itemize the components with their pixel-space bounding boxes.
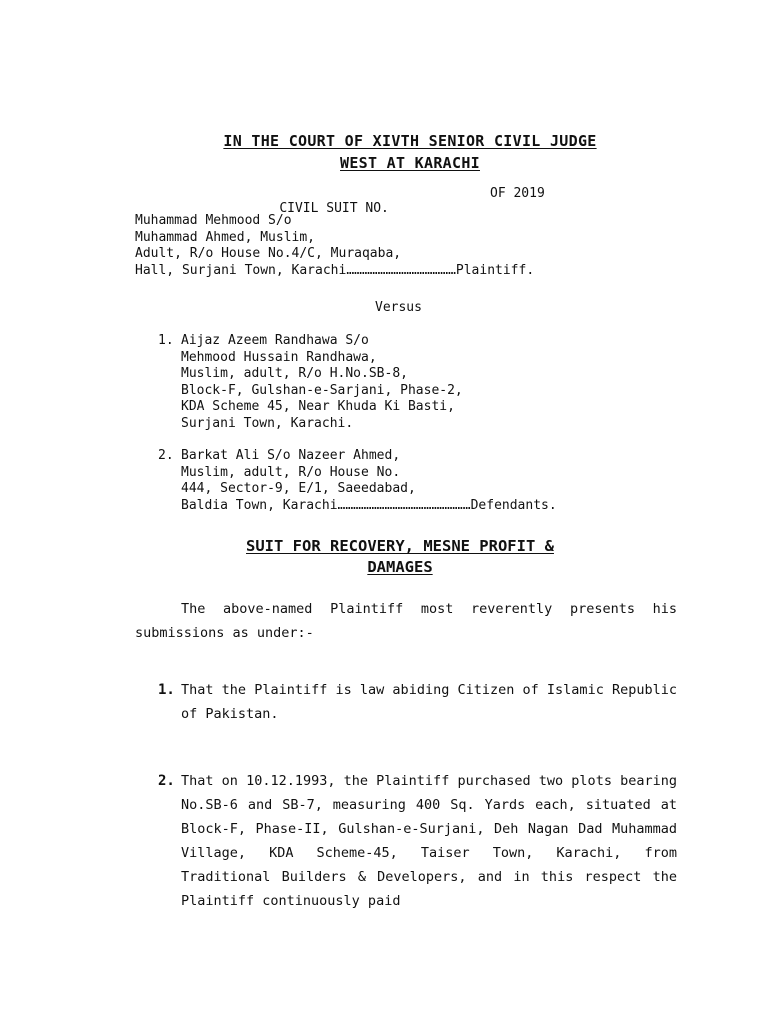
civil-suit-label: CIVIL SUIT NO.: [279, 201, 389, 216]
court-heading: [120, 130, 700, 174]
suit-title-line1: SUIT FOR RECOVERY, MESNE PROFIT &: [246, 537, 554, 555]
defendant-2-number: 2.: [158, 448, 174, 463]
court-heading-line1: IN THE COURT OF XIVTH SENIOR CIVIL JUDGE: [223, 132, 597, 150]
paragraph-1-text: That the Plaintiff is law abiding Citizen of Islamic Republic of Pakistan.: [181, 682, 677, 722]
intro-paragraph: The above-named Plaintiff most reverently presents his submissions as under:-: [135, 601, 677, 641]
defendant-2-details: Barkat Ali S/o Nazeer Ahmed, Muslim, adult, R/o House No. 444, Sector-9, E/1, Saeedabad, Baldia Town, Karachi……………………………………………Defendants.: [181, 448, 557, 513]
plaintiff-details: Muhammad Mehmood S/o Muhammad Ahmed, Muslim, Adult, R/o House No.4/C, Muraqaba, Hall, Surjani Town, Karachi……………………………………Plaintiff.: [135, 213, 535, 278]
defendant-1-details: Aijaz Azeem Randhawa S/o Mehmood Hussain Randhawa, Muslim, adult, R/o H.No.SB-8, Block-F, Gulshan-e-Sarjani, Phase-2, KDA Scheme 45, Near Khuda Ki Basti, Surjani Town, Karachi.: [181, 333, 463, 431]
suit-title-line2: DAMAGES: [367, 558, 433, 576]
paragraph-2-text: That on 10.12.1993, the Plaintiff purchased two plots bearing No.SB-6 and SB-7, measuring 400 Sq. Yards each, situated at Block-F, Phase-II, Gulshan-e-Surjani, Deh Nagan Dad Muhammad Village, KDA Scheme-45, Taiser Town, Karachi, from Traditional Builders & Developers, and in this respect the Plaintiff continuously paid: [181, 773, 677, 909]
suit-year: OF 2019: [490, 186, 545, 201]
versus-label: Versus: [375, 300, 422, 315]
paragraph-2-number: 2.: [158, 773, 175, 789]
suit-title: [150, 536, 650, 578]
court-heading-line2: WEST AT KARACHI: [340, 154, 480, 172]
defendant-1-number: 1.: [158, 333, 174, 348]
paragraph-1-number: 1.: [158, 682, 175, 698]
